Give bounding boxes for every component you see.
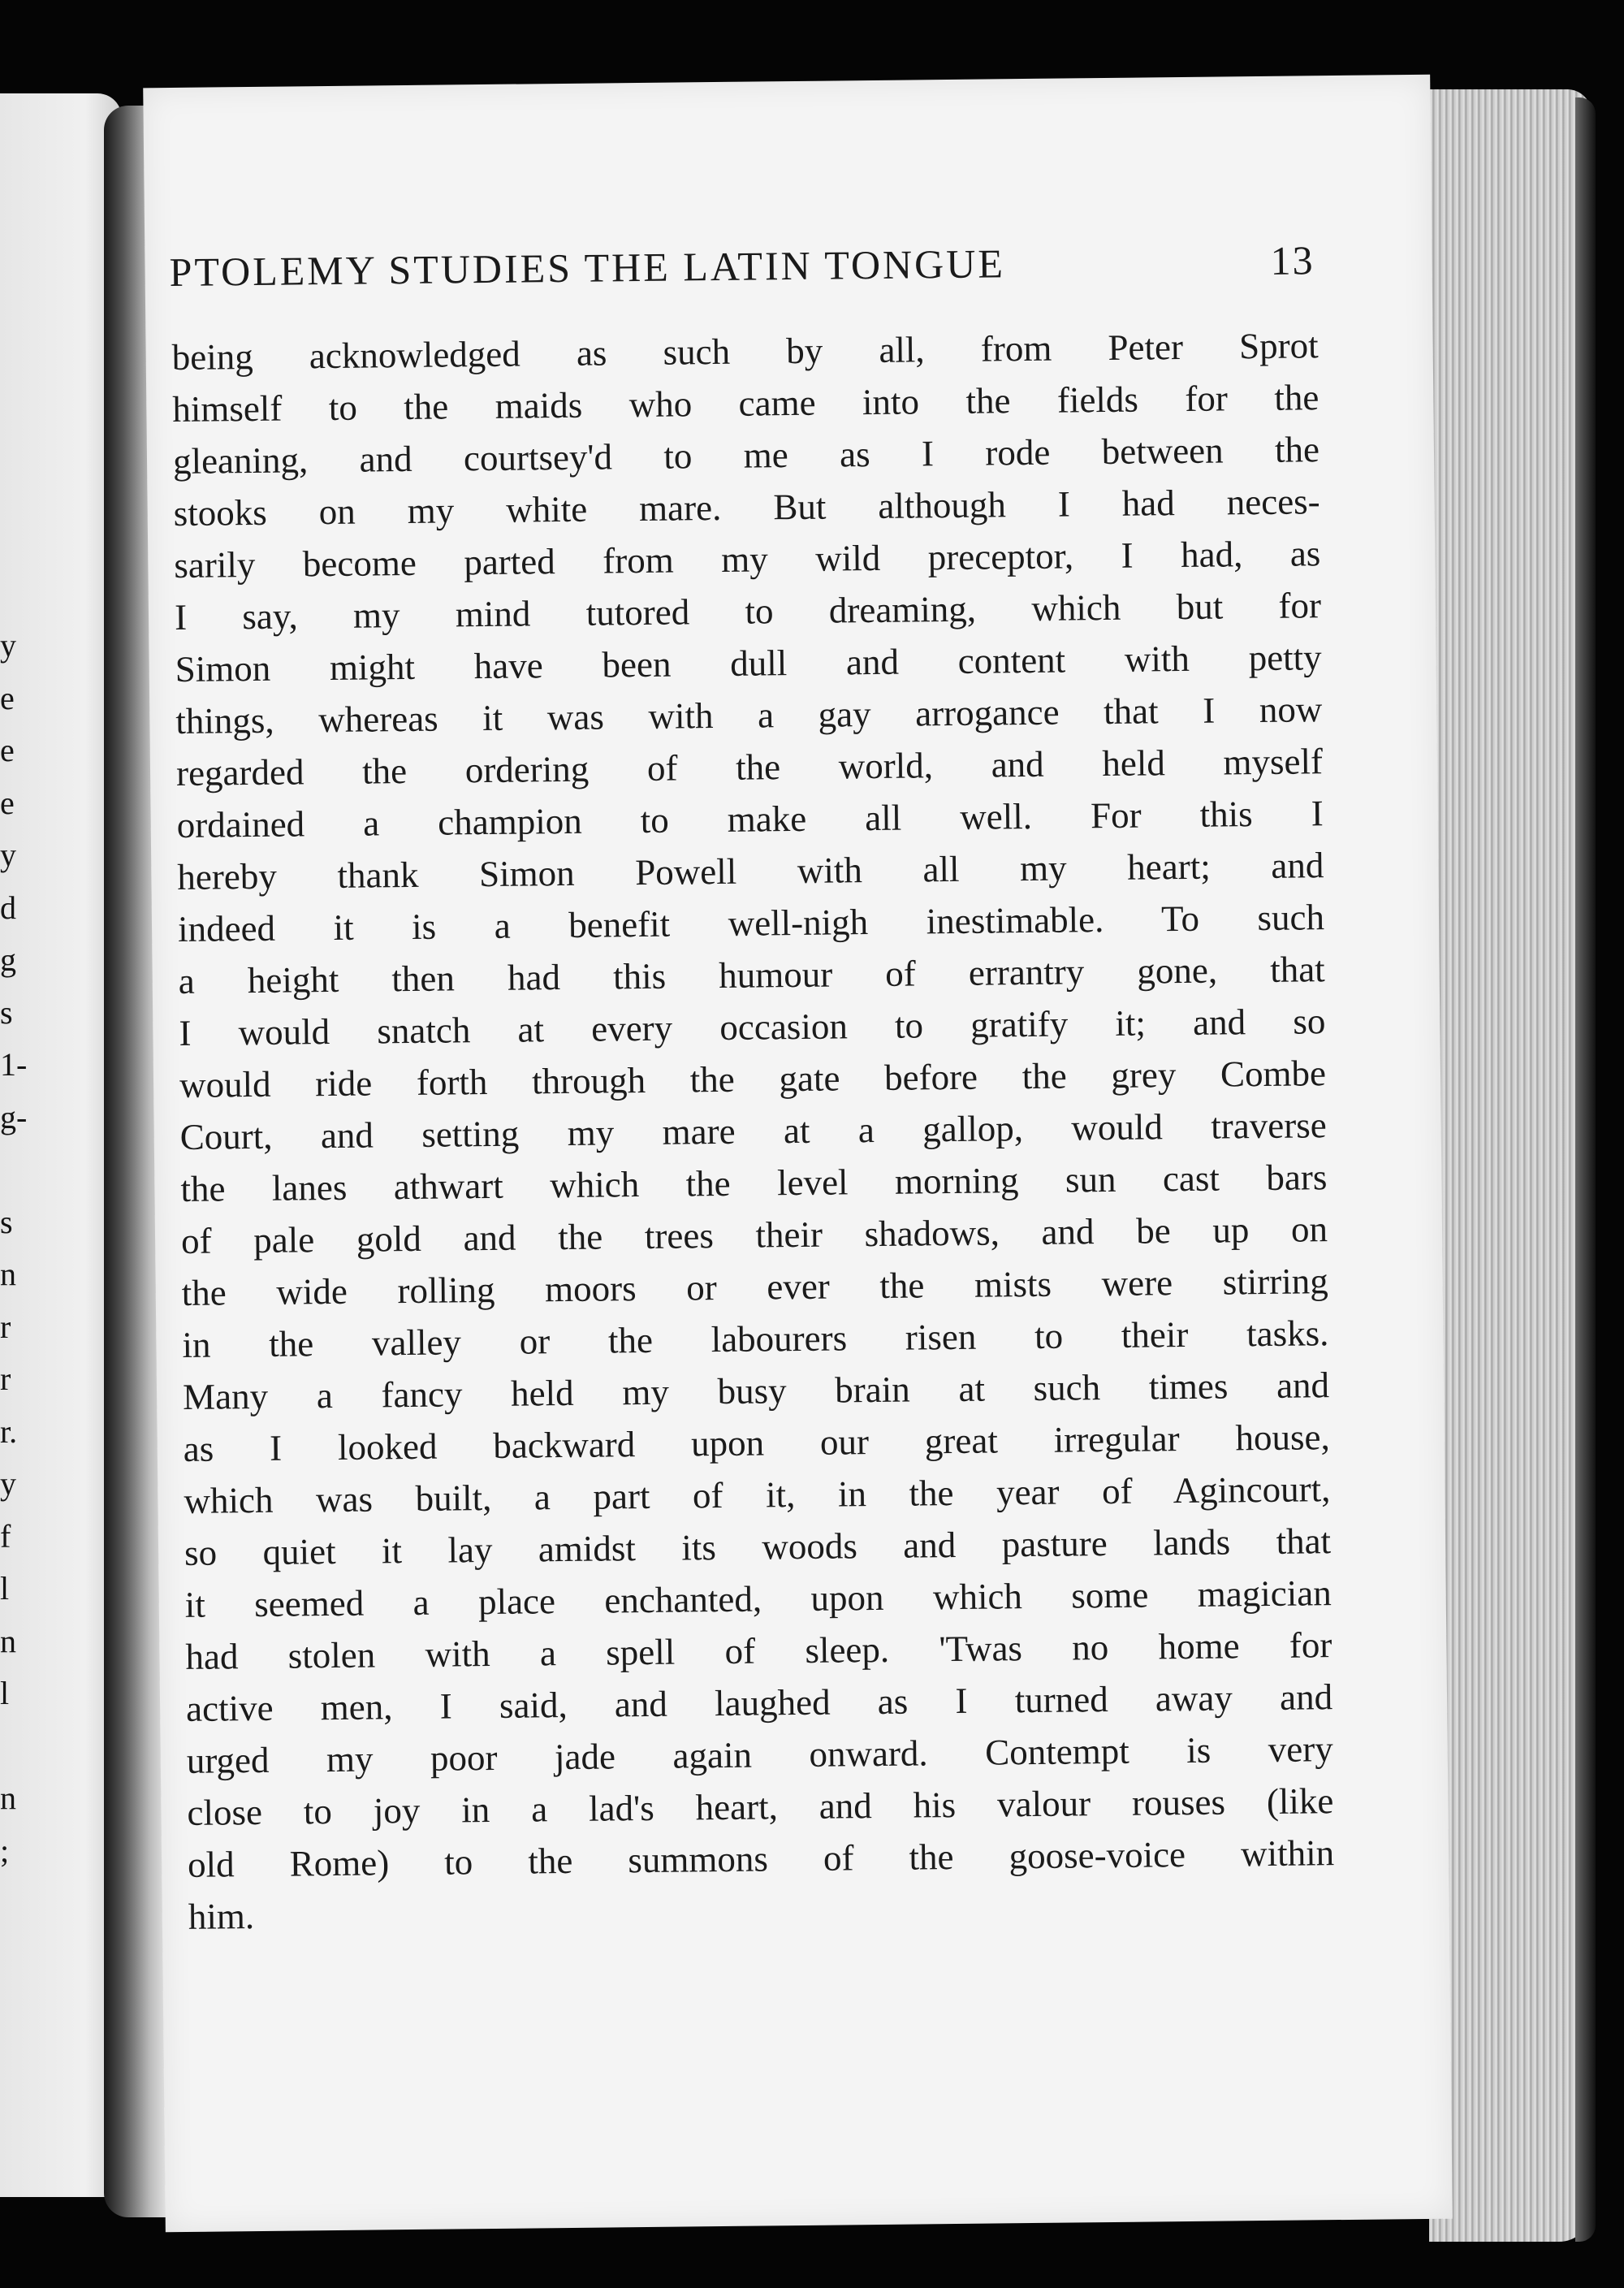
text-line: himself to the maids who came into the fields for the [172, 377, 1320, 430]
left-page-fragment: f [0, 1517, 11, 1555]
left-page-fragment: ; [0, 1832, 10, 1869]
page-number: 13 [1270, 237, 1315, 283]
left-page-fragment: d [0, 889, 16, 926]
left-page-fragment: n [0, 1780, 16, 1816]
left-page-fragment: s [0, 1203, 13, 1240]
left-page-fragment: e [0, 732, 15, 768]
left-page-text-fragments [0, 0, 28, 2288]
left-page-fragment: e [0, 679, 15, 716]
text-line: it seemed a place enchanted, upon which some magician [184, 1572, 1332, 1625]
text-line: being acknowledged as such by all, from Peter Sprot [171, 325, 1319, 378]
left-page-fragment: y [0, 627, 16, 664]
text-line: which was built, a part of it, in the year of Agincourt, [184, 1468, 1331, 1521]
text-line: I would snatch at every occasion to gratify it; and so [179, 1001, 1326, 1053]
text-line: the wide rolling moors or ever the mists were stirring [181, 1261, 1328, 1313]
text-line: things, whereas it was with a gay arrogance that I now [175, 689, 1323, 742]
text-line: hereby thank Simon Powell with all my heart; and [177, 845, 1324, 897]
text-line: indeed it is a benefit well-nigh inestimable. To such [177, 897, 1325, 949]
text-line: gleaning, and courtsey'd to me as I rode between the [172, 429, 1320, 482]
text-line: would ride forth through the gate before the grey Combe [179, 1053, 1327, 1105]
left-page-fragment: s [0, 993, 13, 1031]
left-page-fragment: n [0, 1256, 16, 1292]
text-line: so quiet it lay amidst its woods and pasture lands that [184, 1520, 1332, 1573]
text-line: ordained a champion to make all well. For this I [176, 793, 1324, 846]
running-head [169, 236, 1315, 297]
text-line: a height then had this humour of errantry gone, that [178, 949, 1325, 1001]
left-page-fragment: l [0, 1570, 10, 1607]
left-page-fragment: r [0, 1308, 11, 1345]
left-page-fragment: l [0, 1675, 10, 1711]
text-line: the lanes athwart which the level morning sun cast bars [180, 1157, 1328, 1209]
body-text [171, 319, 1335, 1943]
left-page-fragment: r. [0, 1412, 18, 1450]
left-page-fragment: n [0, 1622, 16, 1659]
text-line: close to joy in a lad's heart, and his valour rouses (like [187, 1780, 1334, 1833]
text-line: him. [188, 1896, 255, 1937]
text-line: of pale gold and the trees their shadows, and be up on [180, 1209, 1328, 1261]
text-line: regarded the ordering of the world, and held myself [175, 741, 1324, 794]
left-page-fragment: r [0, 1360, 11, 1397]
text-line: Many a fancy held my busy brain at such times and [182, 1365, 1330, 1417]
page-edges [1429, 89, 1592, 2242]
page-edges-shadow [1575, 97, 1596, 2242]
text-line: had stolen with a spell of sleep. 'Twas no home for [185, 1624, 1332, 1677]
left-page-fragment: g [0, 941, 16, 978]
text-line: sarily become parted from my wild preceptor, I had, as [174, 533, 1321, 586]
left-page-fragment: y [0, 837, 16, 873]
text-line: old Rome) to the summons of the goose-voice within [187, 1832, 1335, 1885]
left-page-fragment: y [0, 1465, 16, 1502]
left-page-fragment: e [0, 784, 15, 821]
text-line: urged my poor jade again onward. Contempt is very [186, 1728, 1333, 1781]
text-line: active men, I said, and laughed as I turned away and [185, 1676, 1333, 1729]
text-line: in the valley or the labourers risen to their tasks. [182, 1313, 1329, 1365]
left-page-fragment: 1- [0, 1046, 28, 1083]
text-line: stooks on my white mare. But although I had neces- [173, 481, 1320, 534]
right-page [143, 75, 1453, 2232]
text-line: as I looked backward upon our great irregular house, [183, 1416, 1330, 1469]
running-title: PTOLEMY STUDIES THE LATIN TONGUE [169, 240, 1006, 296]
text-line: Court, and setting my mare at a gallop, would traverse [179, 1105, 1327, 1157]
text-line: Simon might have been dull and content with petty [175, 637, 1322, 690]
text-line: I say, my mind tutored to dreaming, which but for [174, 585, 1322, 638]
left-page-fragment: g- [0, 1098, 28, 1135]
